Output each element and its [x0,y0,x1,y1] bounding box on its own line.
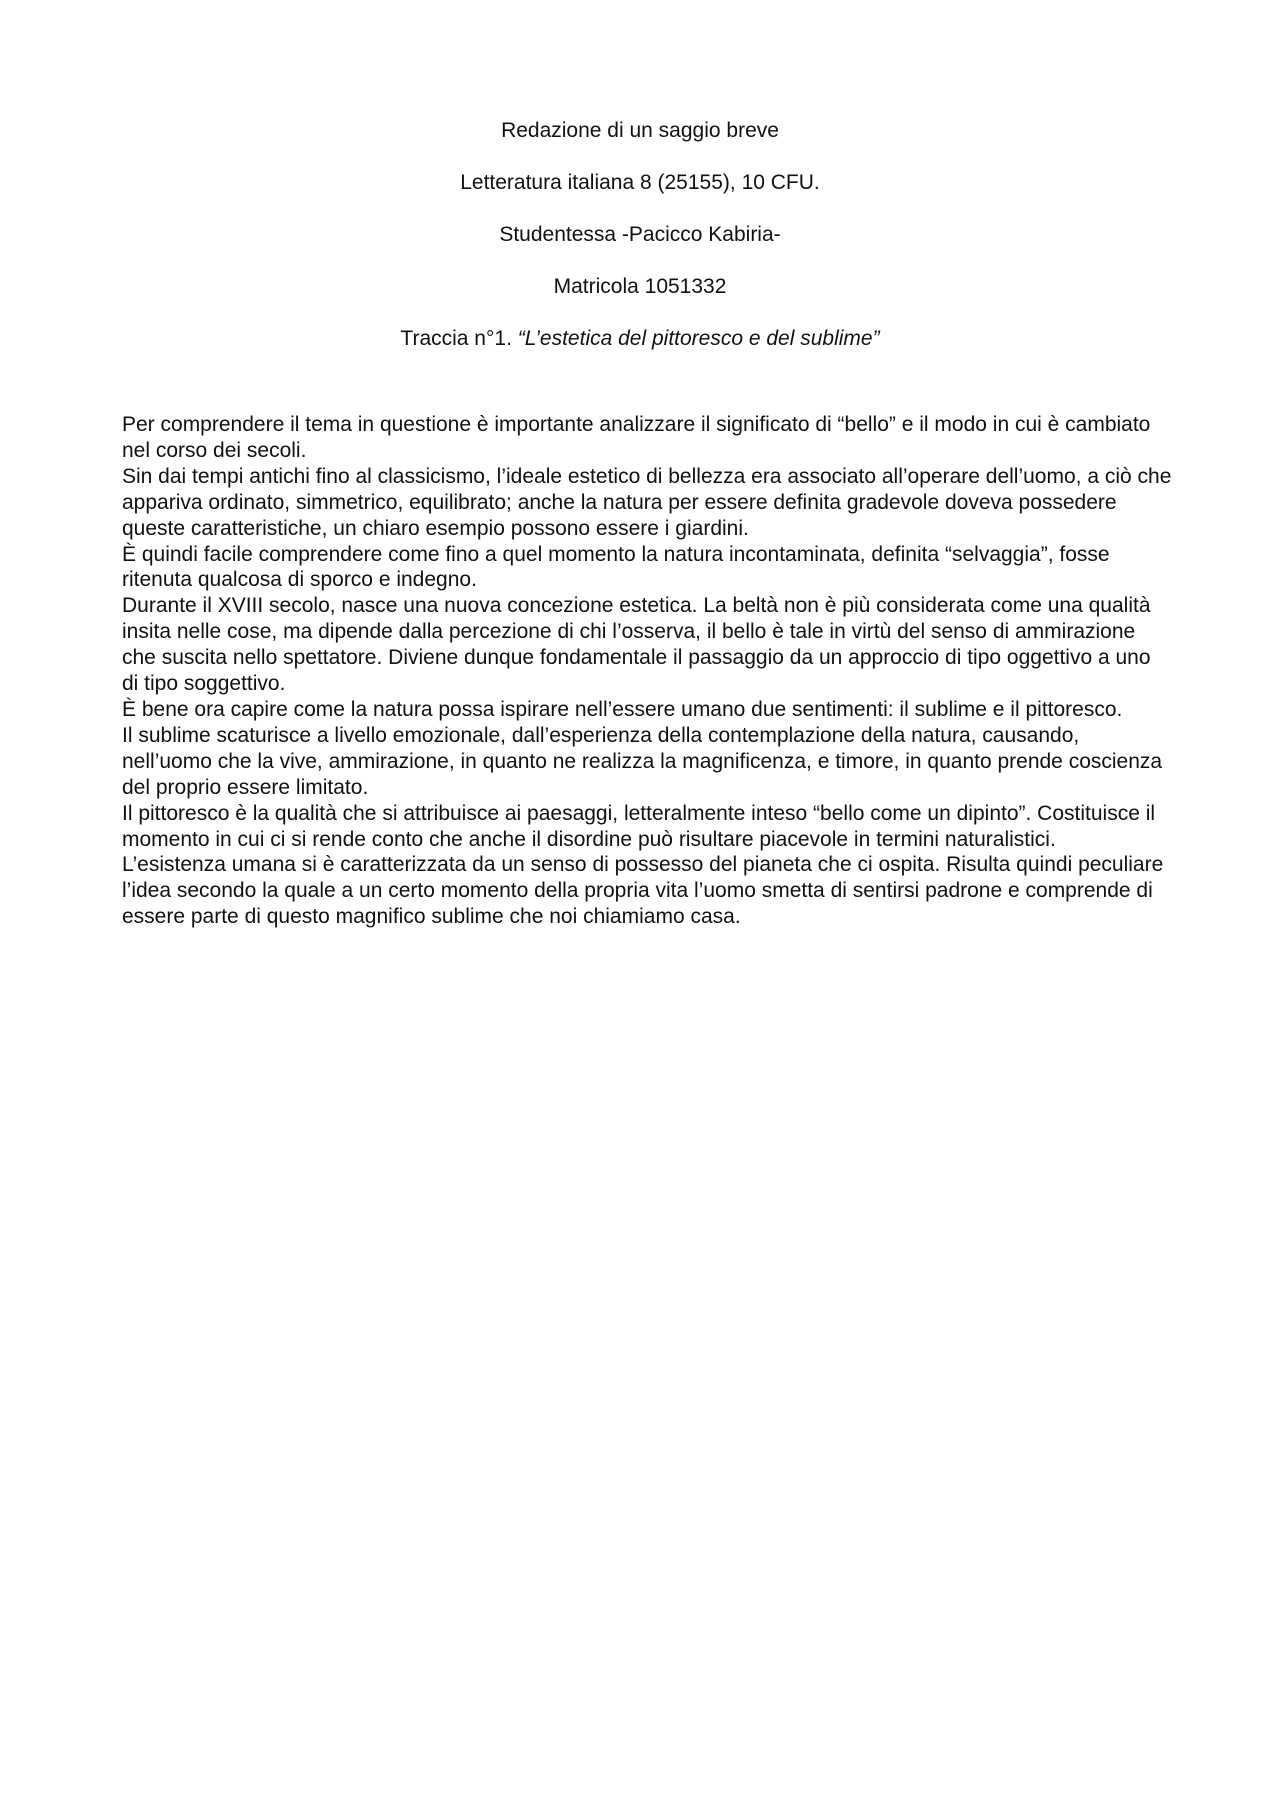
assignment-prompt-prefix: Traccia n°1. [400,327,518,350]
document-header [0,118,1280,378]
assignment-prompt-title: “L’estetica del pittoresco e del sublime” [517,327,880,350]
essay-paragraph: Durante il XVIII secolo, nasce una nuova concezione estetica. La beltà non è più considerata come una qualità insita nelle cose, ma dipende dalla percezione di chi l’osserva, il bello è tale in virtù del senso di ammirazione che suscita nello spettatore. Diviene dunque fondamentale il passaggio da un approccio di tipo oggettivo a uno di tipo soggettivo. [122,594,1151,696]
student-name: Studentessa -Pacicco Kabiria- [499,223,781,246]
student-id: Matricola 1051332 [553,275,727,298]
essay-paragraph: Sin dai tempi antichi fino al classicismo, l’ideale estetico di bellezza era associato all’operare dell’uomo, a ciò che appariva ordinato, simmetrico, equilibrato; anche la natura per essere definita gradevole doveva possedere queste caratteristiche, un chiaro esempio possono essere i giardini. [122,464,1172,540]
document-title: Redazione di un saggio breve [501,119,779,142]
essay-paragraph: L’esistenza umana si è caratterizzata da un senso di possesso del pianeta che ci ospita. Risulta quindi peculiare l’idea secondo la quale a un certo momento della propria vita l’uomo smetta di sentirsi padrone e comprende di essere parte di questo magnifico sublime che noi chiamiamo casa. [122,853,1164,929]
assignment-prompt [0,326,1280,352]
essay-paragraph: È quindi facile comprendere come fino a quel momento la natura incontaminata, definita “selvaggia”, fosse ritenuta qualcosa di sporco e indegno. [122,542,1110,592]
essay-paragraph: Il pittoresco è la qualità che si attribuisce ai paesaggi, letteralmente inteso “bello come un dipinto”. Costituisce il momento in cui ci si rende conto che anche il disordine può risultare piacevole in termini naturalistici. [122,801,1156,851]
essay-paragraph: È bene ora capire come la natura possa ispirare nell’essere umano due sentimenti: il sublime e il pittoresco. [122,697,1123,721]
course-info: Letteratura italiana 8 (25155), 10 CFU. [460,171,820,194]
essay-body [122,412,1172,930]
essay-paragraph: Per comprendere il tema in questione è importante analizzare il significato di “bello” e il modo in cui è cambiato nel corso dei secoli. [122,413,1151,462]
essay-paragraph: Il sublime scaturisce a livello emozionale, dall’esperienza della contemplazione della natura, causando, nell’uomo che la vive, ammirazione, in quanto ne realizza la magnificenza, e timore, in quanto prende coscienza del proprio essere limitato. [122,723,1163,799]
